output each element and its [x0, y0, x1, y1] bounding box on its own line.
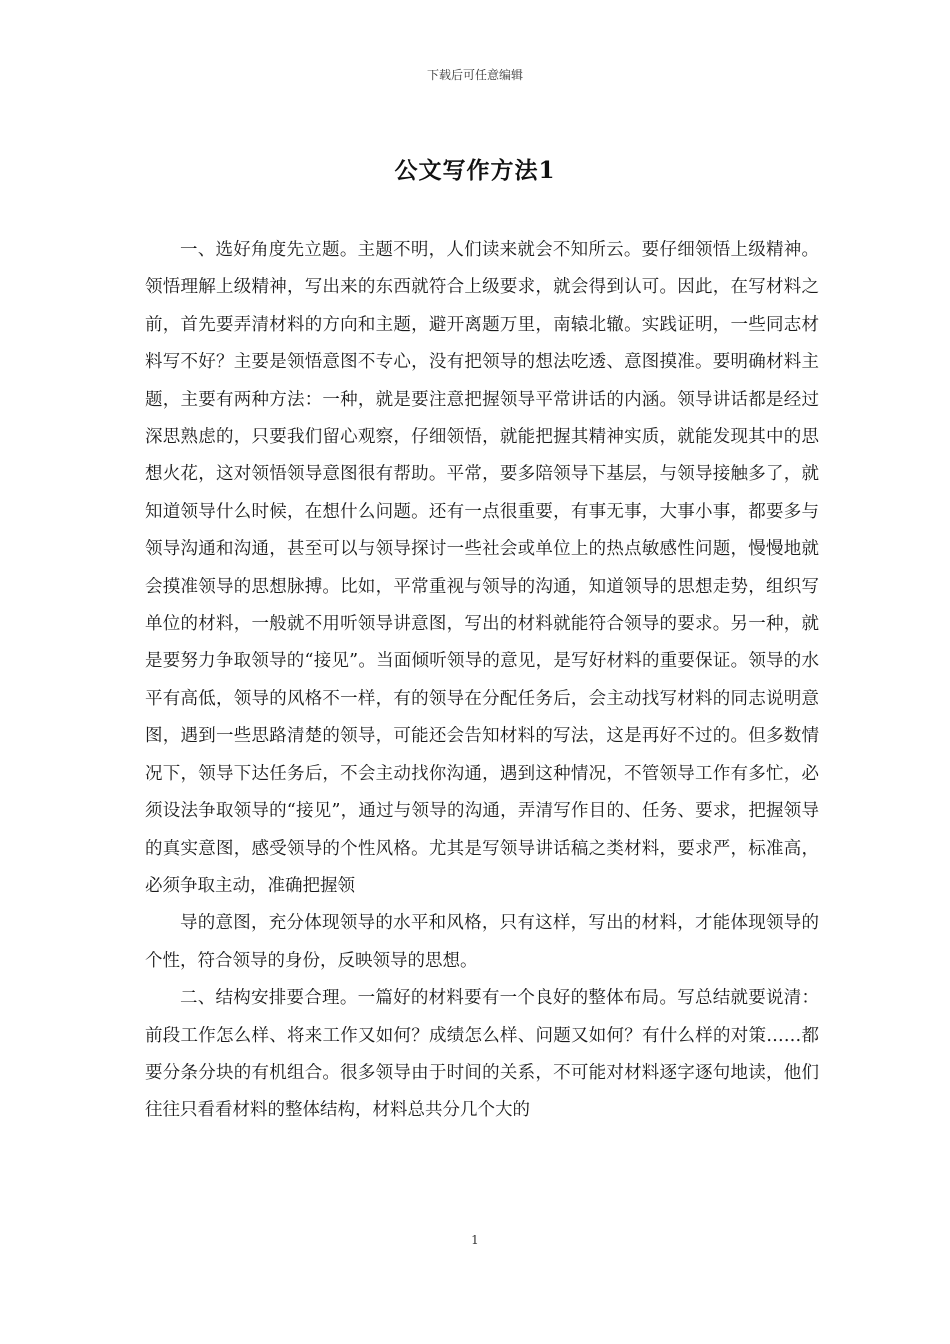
paragraph-3: 二、结构安排要合理。一篇好的材料要有一个良好的整体布局。写总结就要说清：前段工作怎么样、将来工作又如何？成绩怎么样、问题又如何？有什么样的对策……都要分条分块的有机组合。很多领导由于时间的关系，不可能对材料逐字逐句地读，他们往往只看看材料的整体结构，材料总共分几个大的 [145, 988, 819, 1121]
paragraph-1: 一、选好角度先立题。主题不明，人们读来就会不知所云。要仔细领悟上级精神。领悟理解上级精神，写出来的东西就符合上级要求，就会得到认可。因此，在写材料之前，首先要弄清材料的方向和主题，避开离题万里，南辕北辙。实践证明，一些同志材料写不好？主要是领悟意图不专心，没有把领导的想法吃透、意图摸准。要明确材料主题，主要有两种方法：一种，就是要注意把握领导平常讲话的内涵。领导讲话都是经过深思熟虑的，只要我们留心观察，仔细领悟，就能把握其精神实质，就能发现其中的思想火花，这对领悟领导意图很有帮助。平常，要多陪领导下基层，与领导接触多了，就知道领导什么时候，在想什么问题。还有一点很重要，有事无事，大事小事，都要多与领导沟通和沟通，甚至可以与领导探讨一些社会或单位上的热点敏感性问题，慢慢地就会摸准领导的思想脉搏。比如，平常重视与领导的沟通，知道领导的思想走势，组织写单位的材料，一般就不用听领导讲意图，写出的材料就能符合领导的要求。另一种，就是要努力争取领导的“接见”。当面倾听领导的意见，是写好材料的重要保证。领导的水平有高低，领导的风格不一样，有的领导在分配任务后，会主动找写材料的同志说明意图，遇到一些思路清楚的领导，可能还会告知材料的写法，这是再好不过的。但多数情况下，领导下达任务后，不会主动找你沟通，遇到这种情况，不管领导工作有多忙，必须设法争取领导的“接见”，通过与领导的沟通，弄清写作目的、任务、要求，把握领导的真实意图，感受领导的个性风格。尤其是写领导讲话稿之类材料，要求严，标准高，必须争取主动，准确把握领 [145, 240, 819, 896]
document-body [145, 232, 819, 1130]
page-header: 下载后可任意编辑 [426, 68, 523, 82]
document-title: 公文写作方法1 [394, 157, 556, 184]
page-number: 1 [471, 1233, 479, 1247]
paragraph-2: 导的意图，充分体现领导的水平和风格，只有这样，写出的材料，才能体现领导的个性，符合领导的身份，反映领导的思想。 [145, 913, 819, 971]
